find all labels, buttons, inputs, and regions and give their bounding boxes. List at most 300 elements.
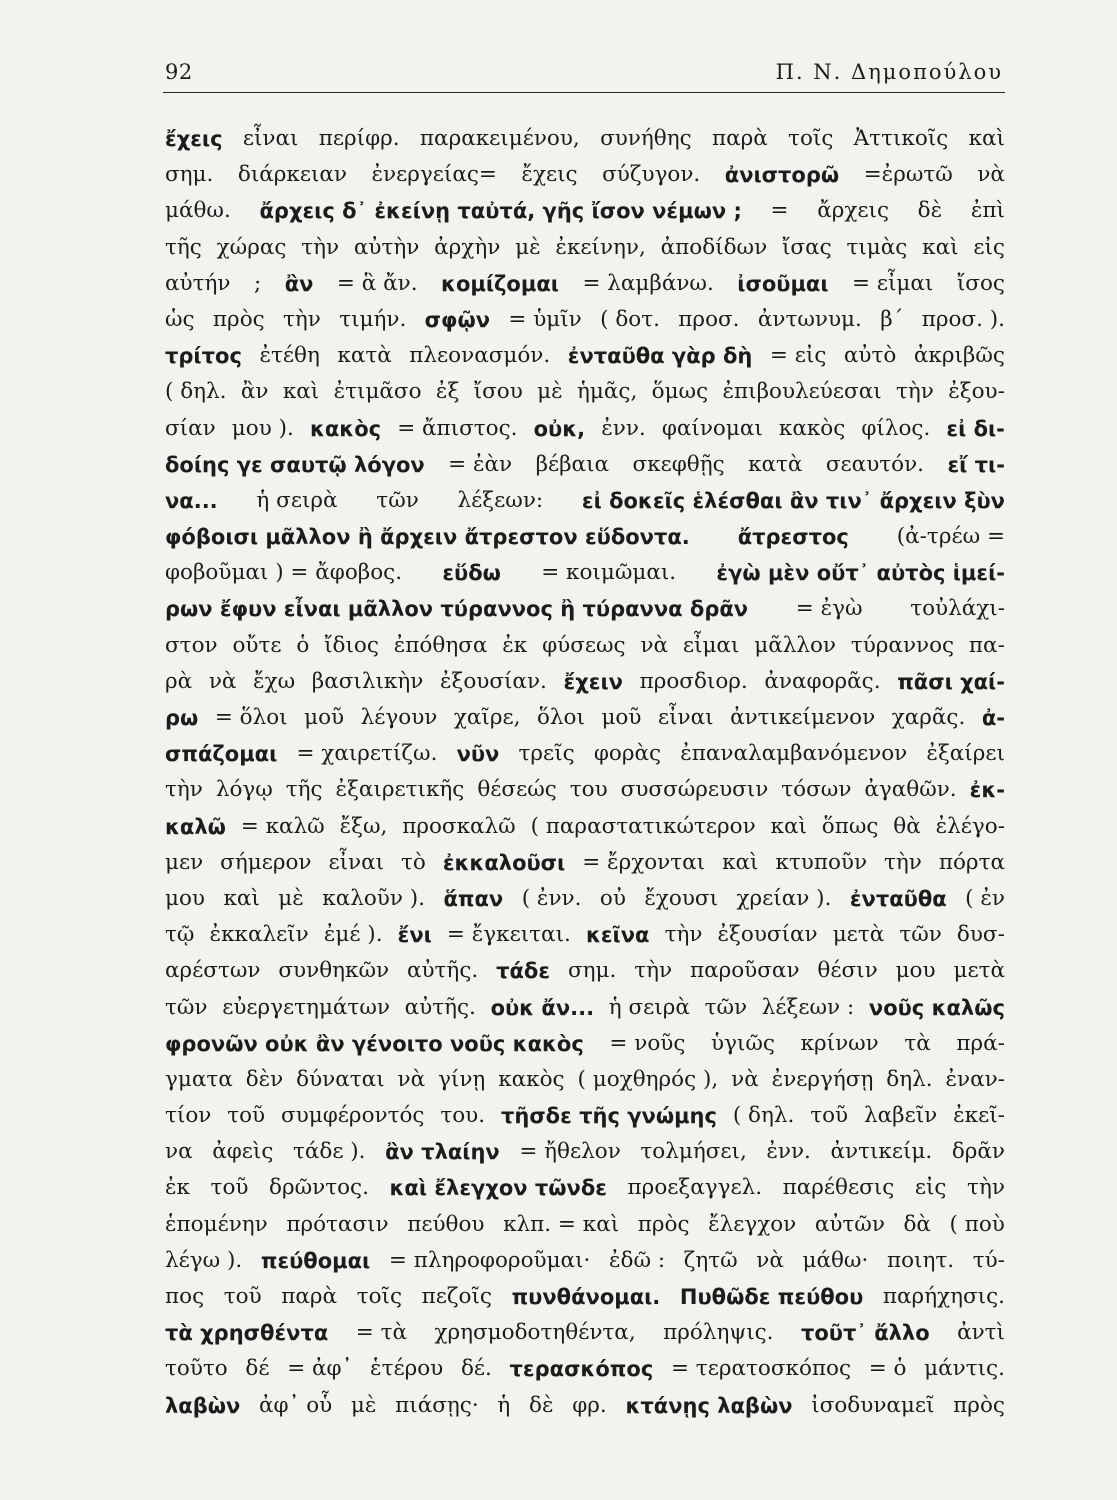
gloss-text: μετὰ	[953, 958, 1005, 984]
gloss-text: πος	[165, 1284, 205, 1309]
gloss-text: ἀναφορᾶς.	[764, 668, 881, 694]
lemma-term: τῆσδε τῆς γνώμης	[500, 1104, 717, 1129]
gloss-text: τάδε ).	[292, 1139, 366, 1165]
gloss-text: καὶ	[223, 885, 260, 911]
gloss-text: τὴν	[884, 849, 922, 875]
gloss-text: ἔχεις	[521, 162, 578, 188]
gloss-text: = πληροφοροῦμαι·	[388, 1247, 591, 1273]
gloss-text: =ἐρωτῶ	[863, 162, 953, 188]
gloss-text: νὰ	[640, 632, 669, 658]
gloss-text: ἀντωνυμ.	[757, 306, 862, 332]
gloss-text: τῆς	[285, 777, 323, 803]
lemma-term: πυνθάνομαι.	[511, 1285, 661, 1309]
gloss-text: καὶ	[922, 234, 959, 260]
gloss-text: τοῖς	[788, 126, 834, 151]
lemma-term: οὐκ,	[533, 416, 586, 441]
gloss-text: τῶν	[376, 487, 419, 513]
gloss-text: ἀποδίδων	[660, 234, 768, 260]
gloss-text: εἶναι	[657, 705, 714, 730]
gloss-text: οὔτε	[232, 632, 282, 658]
lemma-term: ἔχειν	[563, 669, 623, 694]
gloss-text: λόγῳ	[215, 777, 273, 803]
gloss-text: τοῦ	[810, 1103, 849, 1129]
gloss-text: βασιλικὴν	[311, 668, 424, 694]
gloss-text: συνθηκῶν	[278, 958, 390, 984]
gloss-text: περίφρ.	[318, 126, 400, 151]
gloss-text: ἐπὶ	[970, 198, 1005, 224]
gloss-text: ( ποὺ	[949, 1211, 1005, 1237]
gloss-text: ἐξουσίαν	[717, 922, 818, 948]
gloss-text: πόρτα	[938, 849, 1005, 875]
gloss-text: ( δηλ.	[165, 379, 227, 405]
text-line	[165, 1243, 1005, 1279]
gloss-text: =	[770, 198, 789, 224]
gloss-text: = κοιμῶμαι.	[541, 560, 677, 586]
gloss-text: ἀκριβῶς	[913, 343, 1005, 369]
gloss-text: αὐτὴν	[353, 234, 420, 260]
text-line	[165, 990, 1005, 1026]
gloss-text: ( παραστατικώτερον	[530, 813, 756, 839]
gloss-text: τοῦ	[223, 1284, 262, 1309]
gloss-text: φύσεως	[542, 632, 626, 658]
gloss-text: τιμὰς	[846, 234, 908, 260]
gloss-text: σκεφθῇς	[632, 451, 725, 477]
gloss-text: τὰ	[904, 1030, 931, 1056]
gloss-text: ( δοτ.	[600, 306, 660, 332]
lemma-term: φρονῶν οὐκ ἂν γένοιτο νοῦς κακὸς	[165, 1031, 584, 1056]
gloss-text: ;	[253, 270, 262, 296]
lemma-term: ἐκκαλοῦσι	[442, 850, 566, 875]
gloss-text: ποιητ.	[886, 1247, 955, 1273]
gloss-text: ἀρχὴν	[434, 234, 501, 260]
gloss-text: μάθω·	[802, 1247, 869, 1273]
gloss-text: νὰ	[977, 162, 1005, 188]
gloss-text: λέξεων:	[457, 487, 544, 513]
lemma-term: εὕδω	[442, 561, 501, 586]
gloss-text: β´	[880, 306, 904, 332]
gloss-text: θέσιν	[817, 958, 878, 984]
page-number: 92	[165, 60, 193, 84]
gloss-text: ἄρχεις	[817, 198, 889, 224]
text-line	[165, 157, 1005, 193]
gloss-text: ἐμέ ).	[323, 922, 383, 948]
gloss-text: = ἐγὼ	[795, 596, 863, 622]
gloss-text: πρὸς	[212, 306, 265, 332]
gloss-text: ἔξω,	[339, 813, 388, 839]
page-header	[163, 58, 1005, 93]
text-line	[165, 1279, 1005, 1315]
text-line	[165, 845, 1005, 881]
gloss-text: τοῦ	[210, 1175, 249, 1201]
gloss-text: ἡ	[497, 1392, 511, 1418]
gloss-text: μοῦ	[601, 705, 642, 730]
gloss-text: ἐνν.	[766, 1139, 811, 1165]
gloss-text: αὐτῆς.	[406, 958, 479, 984]
gloss-text: ἐλέγο-	[935, 813, 1005, 839]
text-line	[165, 302, 1005, 338]
lemma-term: ἂν	[284, 271, 314, 296]
gloss-text: Ἀττικοῖς	[853, 126, 949, 151]
gloss-text: ἴδιος	[324, 632, 379, 658]
gloss-text: εἶμαι	[682, 632, 740, 658]
gloss-text: ἐνν.	[601, 415, 646, 441]
lemma-term: κακὸς	[309, 416, 382, 441]
lemma-term: ρω	[165, 706, 199, 730]
lemma-term: δοίης γε σαυτῷ λόγον	[165, 452, 425, 477]
gloss-text: τοῖς	[356, 1284, 402, 1309]
gloss-text: δρᾶν	[951, 1139, 1005, 1165]
gloss-text: καὶ	[282, 379, 320, 405]
gloss-text: συμφέροντός	[281, 1103, 425, 1129]
gloss-text: = τερατοσκόπος	[670, 1356, 852, 1382]
gloss-text: ἀγαθῶν.	[864, 777, 957, 803]
gloss-text: πρὸς	[637, 1211, 690, 1237]
gloss-text: ἑπομένην	[165, 1211, 268, 1237]
gloss-text: ὅλοι	[536, 705, 585, 730]
gloss-text: ( ἐν	[965, 885, 1005, 911]
gloss-text: ἔχουσι	[644, 885, 719, 911]
gloss-text: ἐκ	[165, 1175, 190, 1201]
gloss-text: ἐναν-	[945, 1066, 1005, 1092]
gloss-text: δέ	[245, 1356, 270, 1382]
text-line	[165, 1170, 1005, 1206]
gloss-text: καὶ	[968, 126, 1005, 151]
text-line	[165, 1315, 1005, 1351]
lemma-term: ἀνιστορῶ	[724, 163, 840, 188]
lemma-term: εἰ δι-	[946, 416, 1005, 441]
text-line	[165, 555, 1005, 591]
gloss-text: = ἤθελον	[519, 1139, 621, 1165]
gloss-text: ἴσας	[781, 234, 832, 260]
lemma-term: Πυθῶδε πεύθου	[679, 1285, 864, 1309]
gloss-text: τὴν	[165, 777, 203, 803]
gloss-text: ἀντικείμενον	[730, 705, 876, 730]
gloss-text: = καλῶ	[240, 813, 325, 839]
gloss-text: φοβοῦμαι ) = ἄφοβος.	[165, 560, 403, 586]
gloss-text: μὲ	[537, 379, 563, 405]
gloss-text: καλοῦν ).	[322, 885, 425, 911]
gloss-text: μου ).	[231, 415, 294, 441]
lemma-term: σπάζομαι	[165, 742, 278, 767]
gloss-text: μου	[165, 885, 205, 911]
running-head: Π. Ν. Δημοπούλου	[775, 60, 1003, 84]
lemma-term: καὶ ἔλεγχον τῶνδε	[389, 1176, 607, 1201]
gloss-text: πα-	[968, 632, 1005, 658]
gloss-text: αρέστων	[165, 958, 261, 984]
gloss-text: ( μοχθηρός ),	[577, 1066, 719, 1092]
gloss-text: ἡ σειρὰ	[608, 994, 690, 1020]
gloss-text: = ἔρχονται	[582, 849, 706, 875]
gloss-text: τοῦτο	[165, 1356, 228, 1382]
gloss-text: τῶν	[704, 994, 748, 1020]
gloss-text: ἐπιβουλεύεσαι	[722, 379, 882, 405]
gloss-text: ἑτέρου	[370, 1356, 444, 1382]
gloss-text: εἶναι	[328, 849, 385, 875]
lemma-term: κτάνῃς λαβὼν	[625, 1393, 793, 1418]
gloss-text: θέσεώς	[477, 777, 557, 803]
gloss-text: ἐξαίρει	[926, 741, 1005, 767]
gloss-text: = ἔγκειται.	[446, 922, 571, 948]
gloss-text: ἐτέθη	[259, 343, 320, 369]
gloss-text: καὶ	[722, 849, 759, 875]
gloss-text: θὰ	[893, 813, 921, 839]
gloss-text: δηλ.	[886, 1066, 933, 1092]
gloss-text: μου	[895, 958, 936, 984]
gloss-text: ἀντὶ	[957, 1320, 1005, 1346]
gloss-text: φίλος.	[861, 415, 931, 441]
gloss-text: πλεονασμόν.	[409, 343, 551, 369]
text-line	[165, 664, 1005, 700]
gloss-text: ὑγιῶς	[711, 1030, 775, 1056]
text-line	[165, 700, 1005, 736]
gloss-text: = ὁ	[868, 1356, 907, 1382]
gloss-text: = νοῦς	[609, 1030, 686, 1056]
gloss-text: καὶ	[770, 813, 807, 839]
gloss-text: μὲ	[515, 234, 541, 260]
gloss-text: τὴν	[634, 958, 673, 984]
gloss-text: εὐεργετημάτων	[222, 994, 390, 1020]
gloss-text: σημ.	[567, 958, 617, 984]
gloss-text: τὴν	[896, 379, 934, 405]
gloss-text: τιμήν.	[339, 306, 407, 332]
gloss-text: γματα	[165, 1066, 233, 1092]
gloss-text: τολμήσει,	[640, 1139, 747, 1165]
text-line	[165, 1351, 1005, 1387]
gloss-text: ζητῶ	[683, 1247, 738, 1273]
gloss-text: σήμερον	[220, 849, 312, 875]
text-line	[165, 772, 1005, 808]
gloss-text: ἀντικείμ.	[830, 1139, 933, 1165]
gloss-text: = ὅλοι	[214, 705, 288, 730]
lemma-term: τερασκόπος	[509, 1357, 654, 1382]
lemma-term: ἔχεις	[165, 127, 223, 151]
lemma-term: ἰσοῦμαι	[737, 271, 829, 296]
gloss-text: κακὸς	[778, 415, 846, 441]
gloss-text: ὁ	[296, 632, 310, 658]
gloss-text: παροῦσαν	[689, 958, 800, 984]
gloss-text: αὐτὸ	[843, 343, 897, 369]
gloss-text: γίνῃ	[438, 1066, 486, 1092]
text-line	[165, 1207, 1005, 1243]
gloss-text: ἐκείνην,	[555, 234, 646, 260]
gloss-text: ἀφ᾽ οὗ	[259, 1392, 333, 1418]
gloss-text: προεξαγγελ.	[627, 1175, 763, 1201]
lemma-term: εἰ δοκεῖς ἑλέσθαι ἂν τιν᾽ ἄρχειν ξὺν	[581, 488, 1005, 513]
text-line	[165, 591, 1005, 627]
gloss-text: μᾶλλον	[754, 632, 836, 658]
gloss-text: = χαιρετίζω.	[296, 741, 438, 767]
gloss-text: ἴσος	[956, 270, 1005, 296]
text-line	[165, 1026, 1005, 1062]
gloss-text: ἐξουσίαν.	[439, 668, 547, 694]
lemma-term: ἄρχεις δ᾽ ἐκείνῃ ταὐτά, γῆς ἴσον νέμων ;	[259, 199, 742, 224]
gloss-text: ἐδῶ :	[608, 1247, 666, 1273]
gloss-text: ἴσου	[473, 379, 523, 405]
text-line	[165, 809, 1005, 845]
gloss-text: ἐκεῖ-	[953, 1103, 1005, 1129]
lemma-term: ἐκ-	[969, 778, 1005, 803]
gloss-text: δὲ	[917, 198, 943, 224]
gloss-text: μοῦ	[304, 705, 345, 730]
gloss-text: προσδιορ.	[639, 668, 748, 694]
lemma-term: ἅπαν	[443, 886, 504, 911]
lemma-term: σφῷν	[424, 307, 491, 332]
gloss-text: αὐτήν	[165, 270, 231, 296]
gloss-text: βέβαια	[535, 451, 610, 477]
gloss-text: πρά-	[956, 1030, 1005, 1056]
gloss-text: τὴν	[664, 922, 703, 948]
gloss-text: ἔχω	[253, 668, 296, 694]
lemma-term: τάδε	[496, 959, 551, 984]
gloss-text: = εἶμαι	[852, 270, 934, 296]
gloss-text: ἡμᾶς,	[577, 379, 638, 405]
gloss-text: ἐτιμᾶσο	[333, 379, 422, 405]
gloss-text: τοὐλάχι-	[910, 596, 1005, 622]
lemma-term: τὰ χρησθέντα	[165, 1321, 329, 1346]
gloss-text: ἀφεὶς	[212, 1139, 274, 1165]
gloss-text: ἐνεργείας=	[371, 162, 497, 188]
gloss-text: χρησμοδοτηθέντα,	[434, 1320, 636, 1346]
text-line	[165, 1134, 1005, 1170]
gloss-text: ἐπόθησα	[393, 632, 488, 658]
lemma-term: φόβοισι μᾶλλον ἢ ἄρχειν ἄτρεστον εὕδοντα.	[165, 525, 690, 550]
text-line	[165, 121, 1005, 157]
text-line	[165, 1062, 1005, 1098]
gloss-text: σύζυγον.	[602, 162, 701, 188]
gloss-text: = τὰ	[355, 1320, 407, 1346]
gloss-text: σημ.	[165, 162, 214, 188]
gloss-text: = εἰς	[769, 343, 827, 369]
gloss-text: = ἐὰν	[448, 451, 513, 477]
gloss-text: εἰς	[973, 234, 1005, 260]
gloss-text: ἐξου-	[948, 379, 1005, 405]
gloss-text: τρεῖς	[518, 741, 575, 767]
gloss-text: τῶν	[165, 994, 208, 1020]
gloss-text: ἔλεγχον	[708, 1211, 797, 1237]
gloss-text: μετὰ	[832, 922, 885, 948]
gloss-text: τῆς	[165, 234, 202, 260]
gloss-text: συνήθης	[600, 126, 692, 151]
gloss-text: ὡς	[165, 306, 195, 332]
gloss-text: μὲ	[278, 885, 304, 911]
text-line	[165, 230, 1005, 266]
text-line	[165, 917, 1005, 953]
gloss-text: οὐ	[599, 885, 626, 911]
lemma-term: ρων ἔφυν εἶναι μᾶλλον τύραννος ἢ τύραννα δρᾶν	[165, 597, 749, 622]
gloss-text: τὴν	[301, 234, 340, 260]
gloss-text: χώρας	[216, 234, 287, 260]
lemma-term: τρίτος	[165, 344, 242, 369]
gloss-text: νὰ	[208, 668, 237, 694]
gloss-text: λέξεων :	[761, 994, 855, 1020]
gloss-text: τύραννος	[850, 632, 955, 658]
gloss-text: κρίνων	[800, 1030, 879, 1056]
gloss-text: πρόληψις.	[663, 1320, 774, 1346]
lemma-term: εἴ τι-	[947, 452, 1005, 477]
gloss-text: μὲ	[350, 1392, 377, 1418]
gloss-text: τόσων	[781, 777, 852, 803]
gloss-text: μεν	[165, 849, 204, 875]
lemma-term: ἀ-	[981, 706, 1005, 730]
lemma-term: ἂν τλαίην	[385, 1140, 500, 1165]
lemma-term: ἔνι	[397, 923, 432, 948]
lemma-term: να...	[165, 488, 218, 513]
gloss-text: τίον	[165, 1103, 212, 1129]
gloss-text: ἐξαιρετικῆς	[335, 777, 465, 803]
gloss-text: να	[165, 1139, 193, 1165]
gloss-text: κτυποῦν	[775, 849, 868, 875]
gloss-text: = λαμβάνω.	[582, 270, 714, 296]
gloss-text: κατὰ	[748, 451, 803, 477]
gloss-text: λέγουν	[360, 705, 438, 730]
text-line	[165, 881, 1005, 917]
gloss-text: τὴν	[967, 1175, 1005, 1201]
lemma-term: κομίζομαι	[441, 271, 559, 296]
text-line	[165, 1098, 1005, 1134]
gloss-text: δὲ	[529, 1392, 554, 1418]
gloss-text: σεαυτόν.	[825, 451, 925, 477]
gloss-text: ( δηλ.	[732, 1103, 795, 1129]
gloss-text: παρὰ	[711, 126, 768, 151]
gloss-text: δυσ-	[956, 922, 1005, 948]
gloss-text: τὴν	[283, 306, 321, 332]
gloss-text: παρακειμένου,	[419, 126, 580, 151]
gloss-text: μάθω.	[165, 198, 231, 224]
gloss-text: πρὸς	[953, 1392, 1005, 1418]
gloss-text: στον	[165, 632, 218, 658]
text-line	[165, 193, 1005, 229]
gloss-text: αὐτῆς.	[404, 994, 476, 1020]
gloss-text: κλπ. = καὶ	[503, 1211, 620, 1237]
gloss-text: διάρκειαν	[237, 162, 348, 188]
gloss-text: παρέθεσις	[782, 1175, 895, 1201]
gloss-text: χρείαν ).	[736, 885, 832, 911]
gloss-text: φορὰς	[593, 741, 662, 767]
gloss-text: κατὰ	[337, 343, 392, 369]
gloss-text: φρ.	[572, 1392, 607, 1418]
text-line	[165, 483, 1005, 519]
gloss-text: ἐπαναλαμβανόμενον	[680, 741, 908, 767]
text-line	[165, 447, 1005, 483]
gloss-text: τῶν	[899, 922, 942, 948]
lemma-term: τοῦτ᾽ ἄλλο	[800, 1321, 930, 1346]
gloss-text: πεύθου	[407, 1211, 485, 1237]
gloss-text: ὅπως	[821, 813, 879, 839]
gloss-text: ( ἐνν.	[521, 885, 582, 911]
gloss-text: δέ.	[460, 1356, 492, 1382]
gloss-text: προσ. ).	[921, 306, 1005, 332]
commentary-text	[165, 121, 1005, 1424]
gloss-text: χαῖρε,	[453, 705, 521, 730]
gloss-text: δὰ	[903, 1211, 931, 1237]
lemma-term: ἐγὼ μὲν οὔτ᾽ αὐτὸς ἱμεί-	[716, 561, 1005, 586]
gloss-text: φαίνομαι	[661, 415, 763, 441]
gloss-text: ὅμως	[651, 379, 709, 405]
gloss-text: παρὰ	[281, 1284, 338, 1309]
text-line	[165, 374, 1005, 410]
gloss-text: νὰ	[756, 1247, 784, 1273]
gloss-text: (ἀ-τρέω =	[896, 524, 1005, 550]
gloss-text: του.	[440, 1103, 486, 1129]
text-line	[165, 338, 1005, 374]
text-line	[165, 1388, 1005, 1424]
gloss-text: πρότασιν	[286, 1211, 389, 1237]
gloss-text: τῷ	[165, 922, 195, 948]
gloss-text: προσκαλῶ	[402, 813, 516, 839]
gloss-text: ἡ σειρὰ	[256, 487, 338, 513]
gloss-text: του	[569, 777, 608, 803]
lemma-term: νῦν	[456, 742, 500, 767]
